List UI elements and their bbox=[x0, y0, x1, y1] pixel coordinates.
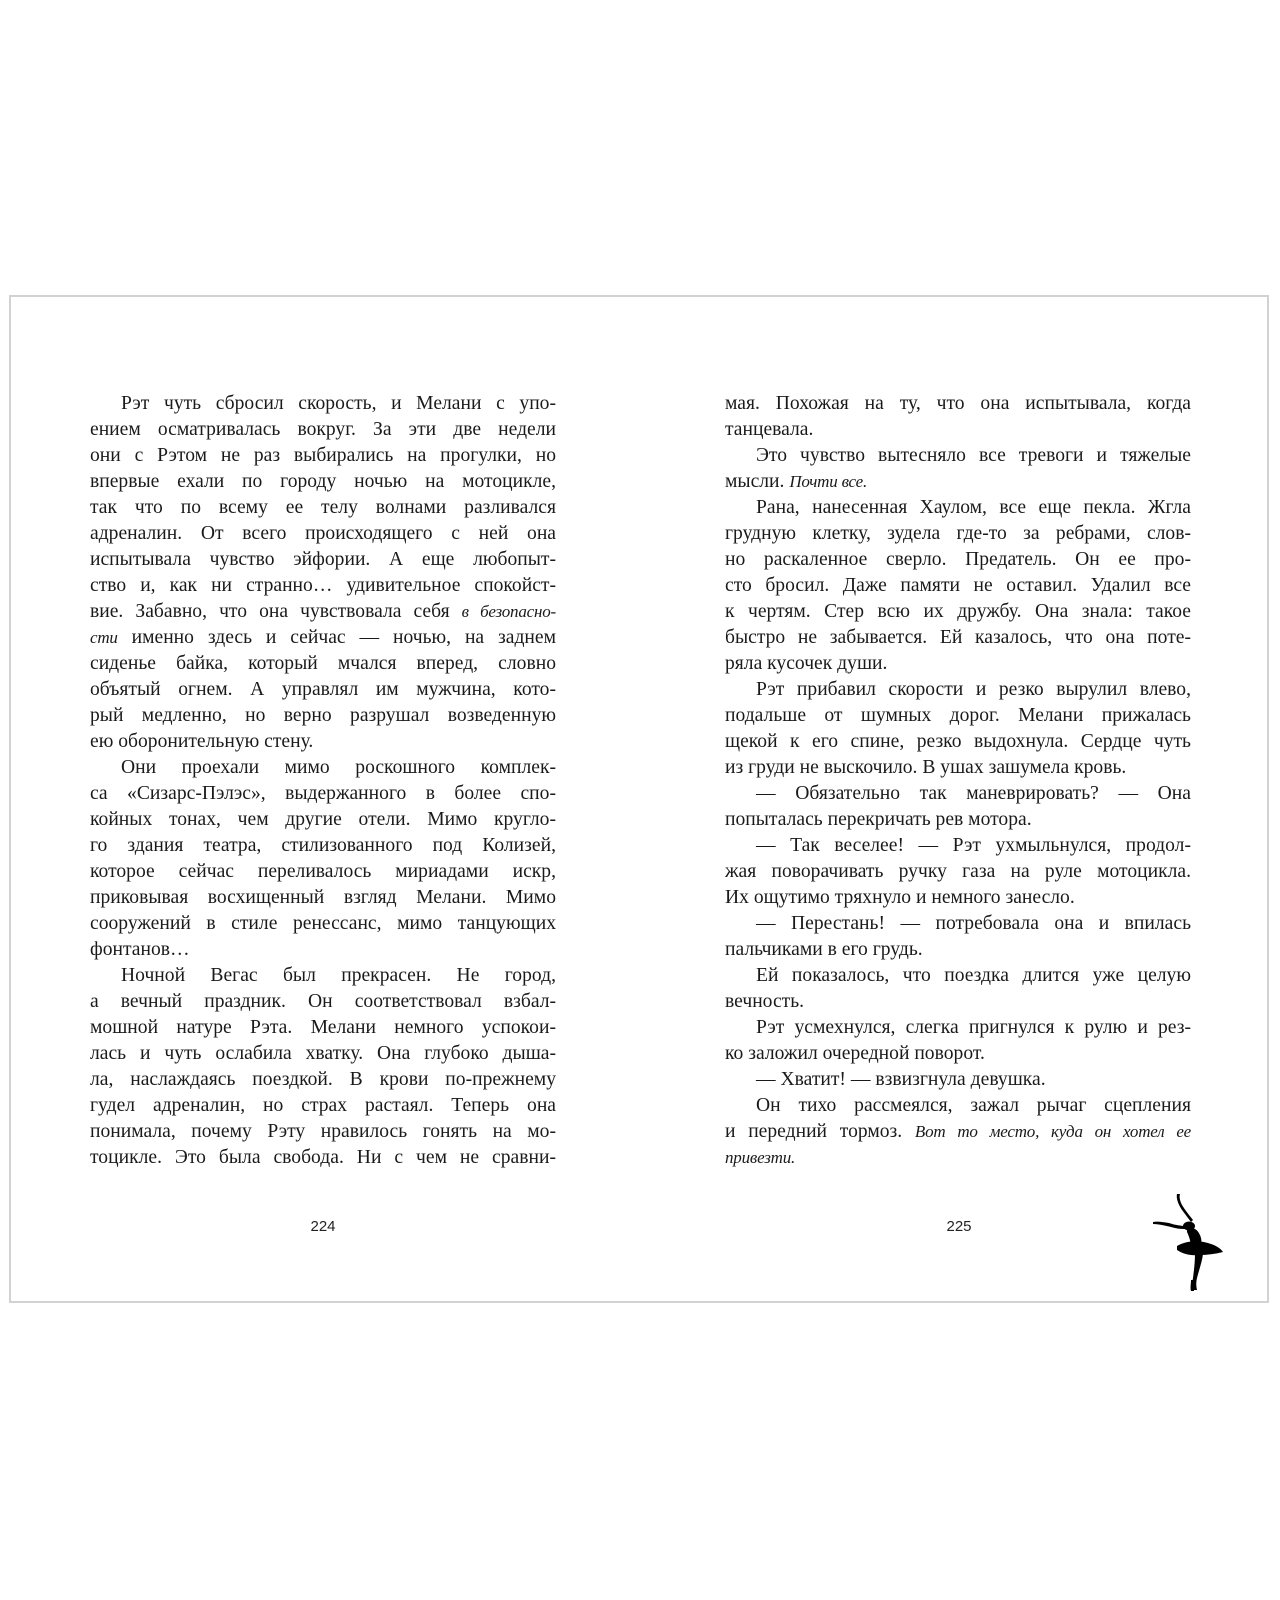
text-line: го здания театра, стилизованного под Колизей, bbox=[90, 835, 556, 856]
text-line: койных тонах, чем другие отели. Мимо кругло- bbox=[90, 809, 556, 830]
text-line: к чертям. Стер всю их дружбу. Она знала: такое bbox=[725, 601, 1191, 622]
text-line: грудную клетку, зудела где-то за ребрами, слов- bbox=[725, 523, 1191, 544]
text-line: Они проехали мимо роскошного комплек- bbox=[121, 757, 556, 778]
text-line: Рэт усмехнулся, слегка пригнулся к рулю и рез- bbox=[756, 1017, 1191, 1038]
text-line: приковывая восхищенный взгляд Мелани. Мимо bbox=[90, 887, 556, 908]
text-line: адреналин. От всего происходящего с ней она bbox=[90, 523, 556, 544]
text-line: лась и чуть ослабила хватку. Она глубоко дыша- bbox=[90, 1043, 556, 1064]
text-line: сти именно здесь и сейчас — ночью, на заднем bbox=[90, 627, 556, 648]
text-line: понимала, почему Рэту нравилось гонять на мо- bbox=[90, 1121, 556, 1142]
text-line: Рэт чуть сбросил скорость, и Мелани с упо- bbox=[121, 393, 556, 414]
text-line: рый медленно, но верно разрушал возведенную bbox=[90, 705, 556, 726]
text-line: вие. Забавно, что она чувствовала себя в безопасно- bbox=[90, 601, 556, 622]
text-line: сто бросил. Даже памяти не оставил. Удалил все bbox=[725, 575, 1191, 596]
text-line: гудел адреналин, но страх растаял. Теперь она bbox=[90, 1095, 556, 1116]
text-line: Ей показалось, что поездка длится уже целую bbox=[756, 965, 1191, 986]
italic-emphasis: в безопасно- bbox=[461, 602, 556, 621]
text-line: но раскаленное сверло. Предатель. Он ее про- bbox=[725, 549, 1191, 570]
text-line: Рана, нанесенная Хаулом, все еще пекла. Жгла bbox=[756, 497, 1191, 518]
text-line: подальше от шумных дорог. Мелани прижалась bbox=[725, 705, 1191, 726]
text-line: — Обязательно так маневрировать? — Она bbox=[756, 783, 1191, 804]
text-line: Это чувство вытесняло все тревоги и тяжелые bbox=[756, 445, 1191, 466]
text-line: — Так веселее! — Рэт ухмыльнулся, продол- bbox=[756, 835, 1191, 856]
text-line: мошной натуре Рэта. Мелани немного успокои- bbox=[90, 1017, 556, 1038]
text-line: ла, наслаждаясь поездкой. В крови по-прежнему bbox=[90, 1069, 556, 1090]
text-line: сооружений в стиле ренессанс, мимо танцующих bbox=[90, 913, 556, 934]
text-line: вечность. bbox=[725, 991, 805, 1012]
text-line: тоцикле. Это была свобода. Ни с чем не сравни- bbox=[90, 1147, 556, 1168]
italic-emphasis: привезти. bbox=[725, 1148, 796, 1167]
text-line: ением осматривалась вокруг. За эти две недели bbox=[90, 419, 556, 440]
text-line: — Хватит! — взвизгнула девушка. bbox=[756, 1069, 1046, 1090]
text-line: из груди не выскочило. В ушах зашумела кровь. bbox=[725, 757, 1127, 778]
text-line: — Перестань! — потребовала она и впилась bbox=[756, 913, 1191, 934]
text-line: Он тихо рассмеялся, зажал рычаг сцепления bbox=[756, 1095, 1191, 1116]
text-line: Ночной Вегас был прекрасен. Не город, bbox=[121, 965, 556, 986]
text-line: и передний тормоз. Вот то место, куда он хотел ее bbox=[725, 1121, 1192, 1142]
text-line: Их ощутимо тряхнуло и немного занесло. bbox=[725, 887, 1075, 908]
text-line: объятый огнем. А управлял им мужчина, кото- bbox=[90, 679, 556, 700]
text-line: ею оборонительную стену. bbox=[90, 731, 314, 752]
text-line: пальчиками в его грудь. bbox=[725, 939, 923, 960]
italic-emphasis: Почти все. bbox=[789, 472, 868, 491]
text-line: испытывала чувство эйфории. А еще любопыт- bbox=[90, 549, 556, 570]
text-line: ко заложил очередной поворот. bbox=[725, 1043, 985, 1064]
text-line: ряла кусочек души. bbox=[725, 653, 888, 674]
text-line bbox=[725, 1145, 1191, 1171]
left-page-text bbox=[90, 391, 556, 1171]
text-line: са «Сизарс-Пэлэс», выдержанного в более спо- bbox=[90, 783, 556, 804]
page-number-right: 225 bbox=[946, 1218, 972, 1235]
text-line: щекой к его спине, резко выдохнула. Сердце чуть bbox=[725, 731, 1191, 752]
text-line: мая. Похожая на ту, что она испытывала, когда bbox=[725, 393, 1191, 414]
text-line: Рэт прибавил скорости и резко вырулил влево, bbox=[756, 679, 1191, 700]
italic-emphasis: Вот то место, куда он хотел ее bbox=[914, 1122, 1192, 1141]
ballerina-silhouette-icon bbox=[1151, 1182, 1231, 1292]
text-line: жая поворачивать ручку газа на руле мотоцикла. bbox=[725, 861, 1191, 882]
text-line: мысли. Почти все. bbox=[725, 471, 868, 492]
text-line: сиденье байка, который мчался вперед, словно bbox=[90, 653, 556, 674]
page-number-left: 224 bbox=[310, 1218, 336, 1235]
text-line: так что по всему ее телу волнами разливался bbox=[90, 497, 556, 518]
text-line: они с Рэтом не раз выбирались на прогулки, но bbox=[90, 445, 556, 466]
italic-emphasis: сти bbox=[90, 628, 118, 647]
text-line: ство и, как ни странно… удивительное спокойст- bbox=[90, 575, 556, 596]
right-page-text bbox=[725, 391, 1191, 1171]
text-line: а вечный праздник. Он соответствовал взбал- bbox=[90, 991, 556, 1012]
text-line: танцевала. bbox=[725, 419, 814, 440]
text-line: попыталась перекричать рев мотора. bbox=[725, 809, 1032, 830]
text-line: впервые ехали по городу ночью на мотоцикле, bbox=[90, 471, 556, 492]
book-spread bbox=[9, 295, 1269, 1303]
text-line: которое сейчас переливалось мириадами искр, bbox=[90, 861, 556, 882]
text-line: быстро не забывается. Ей казалось, что она поте- bbox=[725, 627, 1191, 648]
text-line: фонтанов… bbox=[90, 939, 190, 960]
